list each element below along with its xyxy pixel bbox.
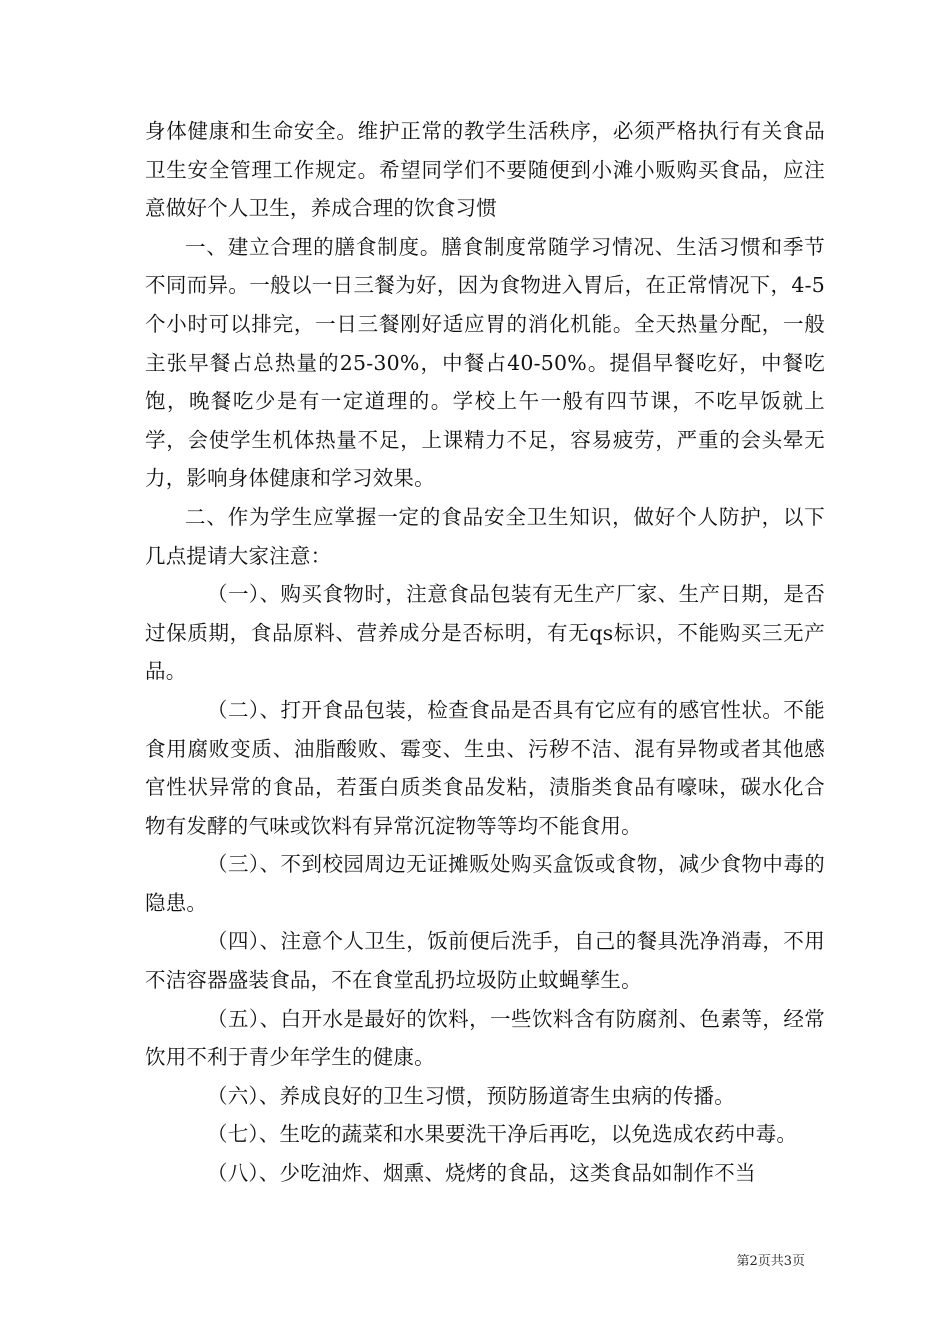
paragraph-section-1: 一、建立合理的膳食制度。膳食制度常随学习情况、生活习惯和季节不同而异。一般以一日三餐为好，因为食物进入胃后，在正常情况下，4-5个小时可以排完，一日三餐刚好适应胃的消化机能。全天热量分配，一般主张早餐占总热量的25-30%，中餐占40-50%。提倡早餐吃好，中餐吃饱，晚餐吃少是有一定道理的。学校上午一般有四节课，不吃早饭就上学，会使学生机体热量不足，上课精力不足，容易疲劳，严重的会头晕无力，影响身体健康和学习效果。	[145, 234, 825, 491]
paragraph-section-2: 二、作为学生应掌握一定的食品安全卫生知识，做好个人防护，以下几点提请大家注意：	[145, 504, 825, 568]
paragraph-item-4: （四）、注意个人卫生，饭前便后洗手，自己的餐具洗净消毒，不用不洁容器盛装食品，不在食堂乱扔垃圾防止蚊蝇孳生。	[145, 929, 825, 993]
paragraph-item-5: （五）、白开水是最好的饮料，一些饮料含有防腐剂、色素等，经常饮用不利于青少年学生的健康。	[145, 1006, 825, 1070]
paragraph-item-6: （六）、养成良好的卫生习惯，预防肠道寄生虫病的传播。	[207, 1083, 735, 1108]
document-body	[145, 112, 825, 1193]
paragraph-item-8: （八）、少吃油炸、烟熏、烧烤的食品，这类食品如制作不当	[207, 1161, 756, 1186]
paragraph-item-1: （一）、购买食物时，注意食品包装有无生产厂家、生产日期，是否过保质期，食品原料、营养成分是否标明，有无qs标识，不能购买三无产品。	[145, 582, 825, 684]
paragraph-continuation: 身体健康和生命安全。维护正常的教学生活秩序，必须严格执行有关食品卫生安全管理工作规定。希望同学们不要随便到小滩小贩购买食品，应注意做好个人卫生，养成合理的饮食习惯	[145, 119, 825, 221]
page-number: 第2页共3页	[736, 1254, 805, 1269]
paragraph-item-3: （三）、不到校园周边无证摊贩处购买盒饭或食物，减少食物中毒的隐患。	[145, 852, 825, 915]
paragraph-item-2: （二）、打开食品包装，检查食品是否具有它应有的感官性状。不能食用腐败变质、油脂酸败、霉变、生虫、污秽不洁、混有异物或者其他感官性状异常的食品，若蛋白质类食品发粘，渍脂类食品有嚎味，碳水化合物有发酵的气味或饮料有异常沉淀物等等均不能食用。	[145, 697, 825, 838]
paragraph-item-7: （七）、生吃的蔬菜和水果要洗干净后再吃，以免选成农药中毒。	[207, 1122, 798, 1147]
